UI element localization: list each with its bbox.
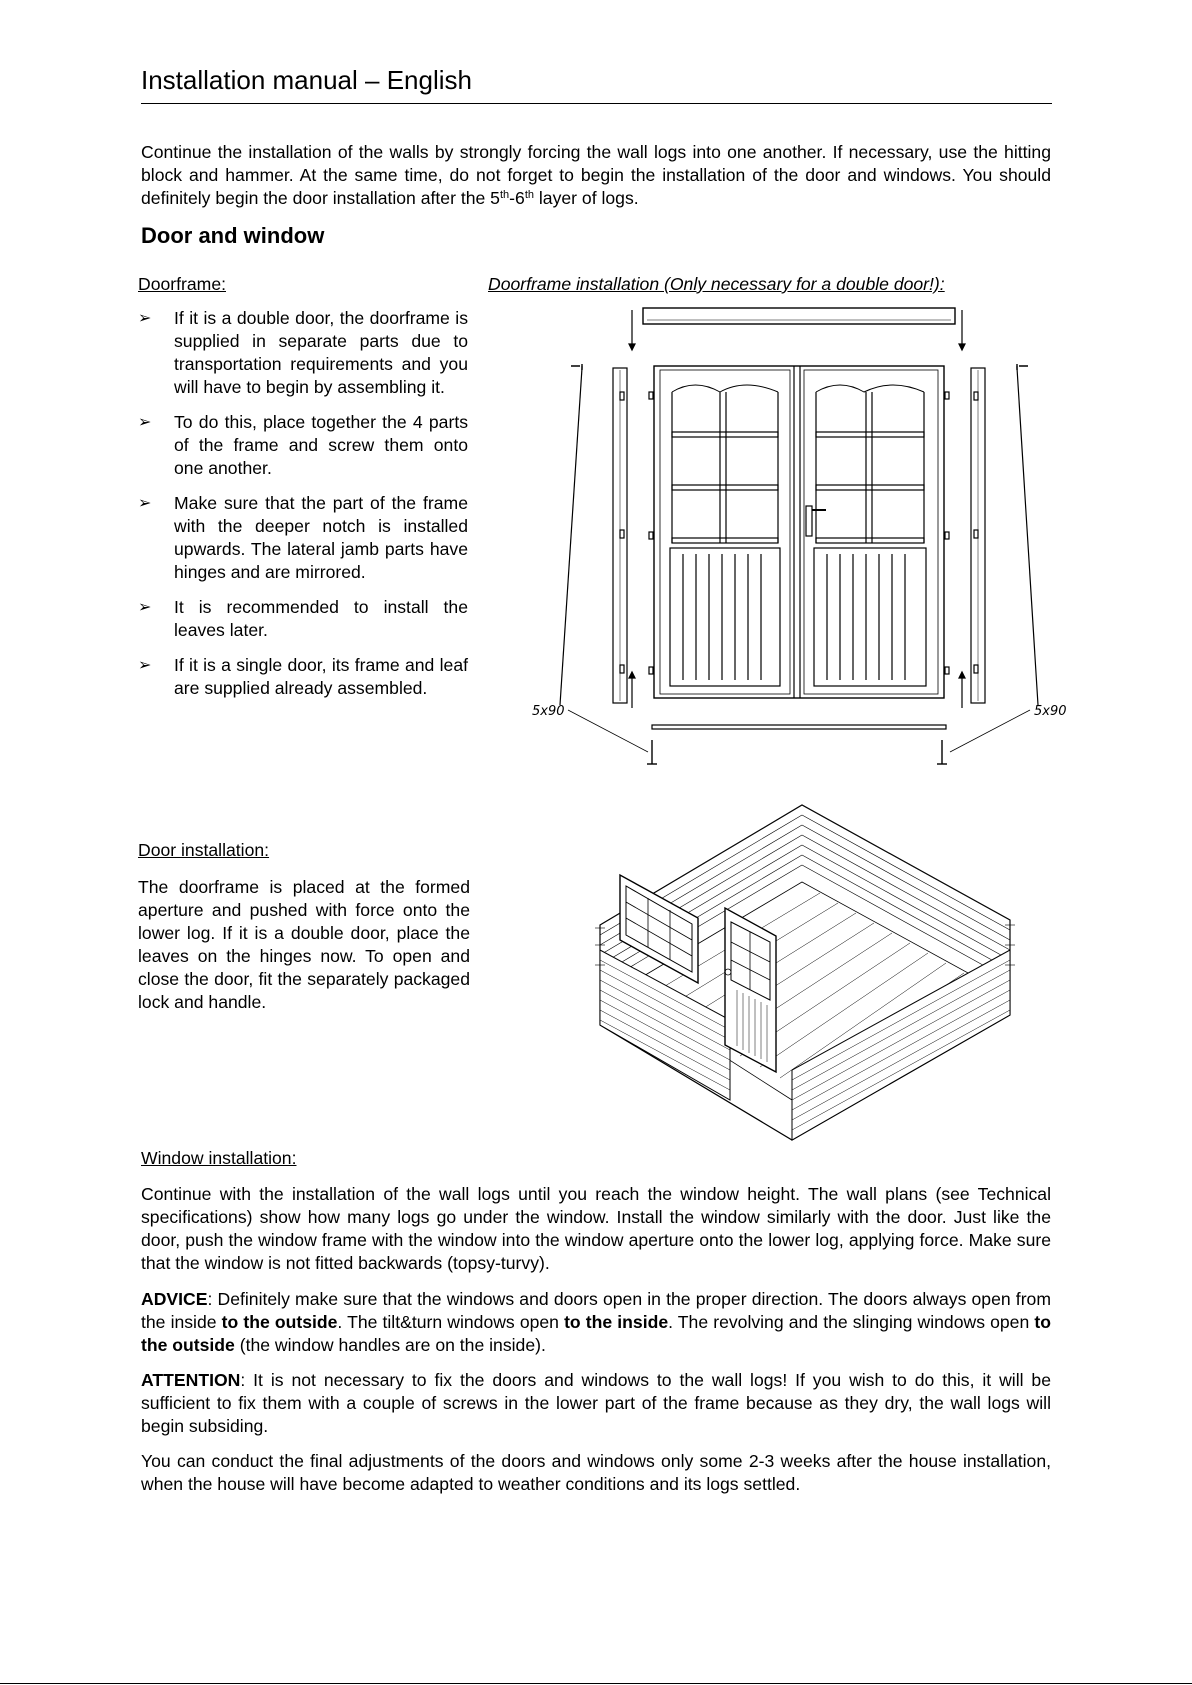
final-adjustments-paragraph: You can conduct the final adjustments of the doors and windows only some 2-3 weeks after the house installation, when the house will have become adapted to weather conditions and its logs settled.: [141, 1451, 1051, 1494]
window-installation-heading: Window installation:: [141, 1148, 297, 1168]
arrow-bullet-icon: ➢: [138, 657, 152, 674]
bullet-text: If it is a single door, its frame and leaf are supplied already assembled.: [174, 655, 468, 698]
advice-text: : Definitely make sure that the windows and doors open in the proper direction. The doors always open from the inside: [141, 1289, 1051, 1332]
arrow-bullet-icon: ➢: [138, 495, 152, 512]
advice-text: . The tilt&turn windows open: [337, 1312, 565, 1332]
superscript-th-1: th: [499, 189, 510, 201]
advice-emphasis: to the outside: [141, 1312, 1051, 1355]
screw-label-right: 5x90: [1034, 704, 1067, 719]
window-installation-text: Continue with the installation of the wall logs until you reach the window height. The wall plans (see Technical specifications) show how many logs go under the window. Install the window similarly with the door. Just like the door, push the window frame with the window into the window aperture onto the lower log, applying force. Make sure that the window is not fitted backwards (topsy-turvy).: [141, 1184, 1051, 1273]
doorframe-exploded-diagram: [520, 300, 1080, 780]
superscript-th-2: th: [524, 189, 534, 201]
advice-text: . The revolving and the slinging windows open: [668, 1312, 1035, 1332]
screw-label-left: 5x90: [532, 704, 565, 719]
bullet-text: Make sure that the part of the frame with the deeper notch is installed upwards. The lateral jamb parts have hinges and are mirrored.: [174, 493, 468, 582]
intro-text-end: layer of logs.: [534, 188, 639, 208]
log-house-isometric-drawing: [580, 800, 1020, 1145]
intro-paragraph: [141, 141, 1051, 210]
bullet-text: It is recommended to install the leaves later.: [174, 597, 468, 640]
page-title: Installation manual – English: [141, 66, 1052, 104]
arrow-bullet-icon: ➢: [138, 414, 152, 431]
intro-text: Continue the installation of the walls by strongly forcing the wall logs into one another. If necessary, use the hitting block and hammer. At the same time, do not forget to begin the installation of the door and windows. You should definitely begin the door installation after the 5: [141, 142, 1051, 208]
advice-emphasis: to the inside: [564, 1312, 669, 1332]
list-item: [138, 492, 468, 584]
list-item: [138, 596, 468, 642]
advice-label: ADVICE: [141, 1289, 208, 1309]
bullet-text: If it is a double door, the doorframe is supplied in separate parts due to transportation requirements and you will have to begin by assembling it.: [174, 308, 468, 397]
advice-emphasis: to the outside: [221, 1312, 338, 1332]
door-installation-heading: Door installation:: [138, 840, 270, 860]
door-installation-text: The doorframe is placed at the formed aperture and pushed with force onto the lower log. If it is a double door, place the leaves on the hinges now. To open and close the door, fit the separately packaged lock and handle.: [138, 877, 470, 1012]
attention-label: ATTENTION: [141, 1370, 241, 1390]
intro-layer-range: -6: [509, 188, 525, 208]
bullet-text: To do this, place together the 4 parts of the frame and screw them onto one another.: [174, 412, 468, 478]
advice-paragraph: [141, 1288, 1051, 1357]
attention-paragraph: [141, 1369, 1051, 1438]
list-item: [138, 411, 468, 480]
advice-text: (the window handles are on the inside).: [234, 1335, 546, 1355]
list-item: [138, 307, 468, 399]
attention-text: : It is not necessary to fix the doors and windows to the wall logs! If you wish to do this, it will be sufficient to fix them with a couple of screws in the lower part of the frame because as they dry, the wall logs will begin subsiding.: [141, 1370, 1051, 1436]
section-heading: Door and window: [141, 223, 325, 248]
diagram-caption: Doorframe installation (Only necessary for a double door!):: [488, 274, 945, 294]
doorframe-heading: Doorframe:: [138, 274, 226, 294]
arrow-bullet-icon: ➢: [138, 310, 152, 327]
doorframe-bullet-list: [138, 307, 468, 712]
page-bottom-rule: [0, 1683, 1192, 1684]
arrow-bullet-icon: ➢: [138, 599, 152, 616]
list-item: [138, 654, 468, 700]
